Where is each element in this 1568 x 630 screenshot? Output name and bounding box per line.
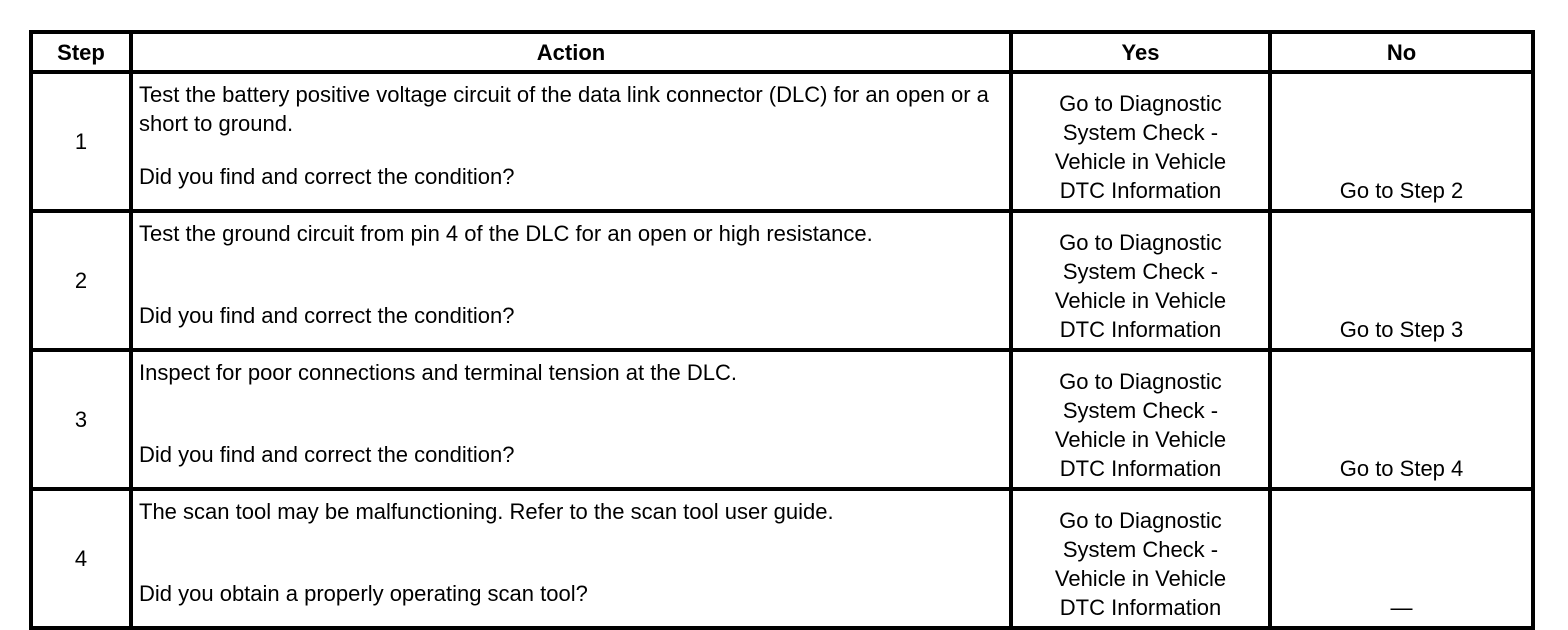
no-cell: Go to Step 4 [1270, 350, 1533, 489]
yes-line: DTC Information [1059, 595, 1222, 620]
header-no: No [1270, 32, 1533, 72]
header-step: Step [31, 32, 131, 72]
step-number: 1 [31, 72, 131, 211]
table-header [31, 32, 1533, 72]
yes-line: System Check - [1062, 120, 1219, 145]
table-body [31, 72, 1533, 628]
yes-line: Vehicle in Vehicle [1054, 566, 1227, 591]
action-question: Did you find and correct the condition? [139, 303, 515, 328]
table-row [31, 211, 1533, 350]
header-yes: Yes [1011, 32, 1270, 72]
yes-cell [1011, 72, 1270, 211]
yes-line: System Check - [1062, 537, 1219, 562]
action-text: Test the battery positive voltage circuit of the data link connector (DLC) for an open or a short to ground. [139, 82, 989, 136]
diagnostic-table [29, 30, 1535, 630]
action-question: Did you find and correct the condition? [139, 164, 515, 189]
table-row [31, 489, 1533, 628]
yes-line: Vehicle in Vehicle [1054, 427, 1227, 452]
action-text: The scan tool may be malfunctioning. Refer to the scan tool user guide. [139, 499, 834, 524]
yes-line: DTC Information [1059, 178, 1222, 203]
header-action: Action [131, 32, 1011, 72]
action-cell [131, 489, 1011, 628]
action-text: Test the ground circuit from pin 4 of the DLC for an open or high resistance. [139, 221, 873, 246]
table-row [31, 72, 1533, 211]
no-cell: Go to Step 2 [1270, 72, 1533, 211]
yes-line: Go to Diagnostic [1059, 369, 1222, 394]
step-number: 4 [31, 489, 131, 628]
yes-line: Vehicle in Vehicle [1054, 288, 1227, 313]
yes-line: Vehicle in Vehicle [1054, 149, 1227, 174]
action-cell [131, 211, 1011, 350]
action-cell [131, 72, 1011, 211]
yes-line: Go to Diagnostic [1059, 508, 1222, 533]
yes-line: Go to Diagnostic [1059, 230, 1222, 255]
action-question: Did you obtain a properly operating scan tool? [139, 581, 588, 606]
table-row [31, 350, 1533, 489]
header-row [31, 32, 1533, 72]
action-question: Did you find and correct the condition? [139, 442, 515, 467]
yes-cell [1011, 489, 1270, 628]
yes-line: Go to Diagnostic [1059, 91, 1222, 116]
yes-line: DTC Information [1059, 317, 1222, 342]
action-text: Inspect for poor connections and terminal tension at the DLC. [139, 360, 738, 385]
yes-cell [1011, 350, 1270, 489]
yes-cell [1011, 211, 1270, 350]
step-number: 2 [31, 211, 131, 350]
no-cell: — [1270, 489, 1533, 628]
no-cell: Go to Step 3 [1270, 211, 1533, 350]
yes-line: System Check - [1062, 398, 1219, 423]
yes-line: DTC Information [1059, 456, 1222, 481]
action-cell [131, 350, 1011, 489]
step-number: 3 [31, 350, 131, 489]
yes-line: System Check - [1062, 259, 1219, 284]
